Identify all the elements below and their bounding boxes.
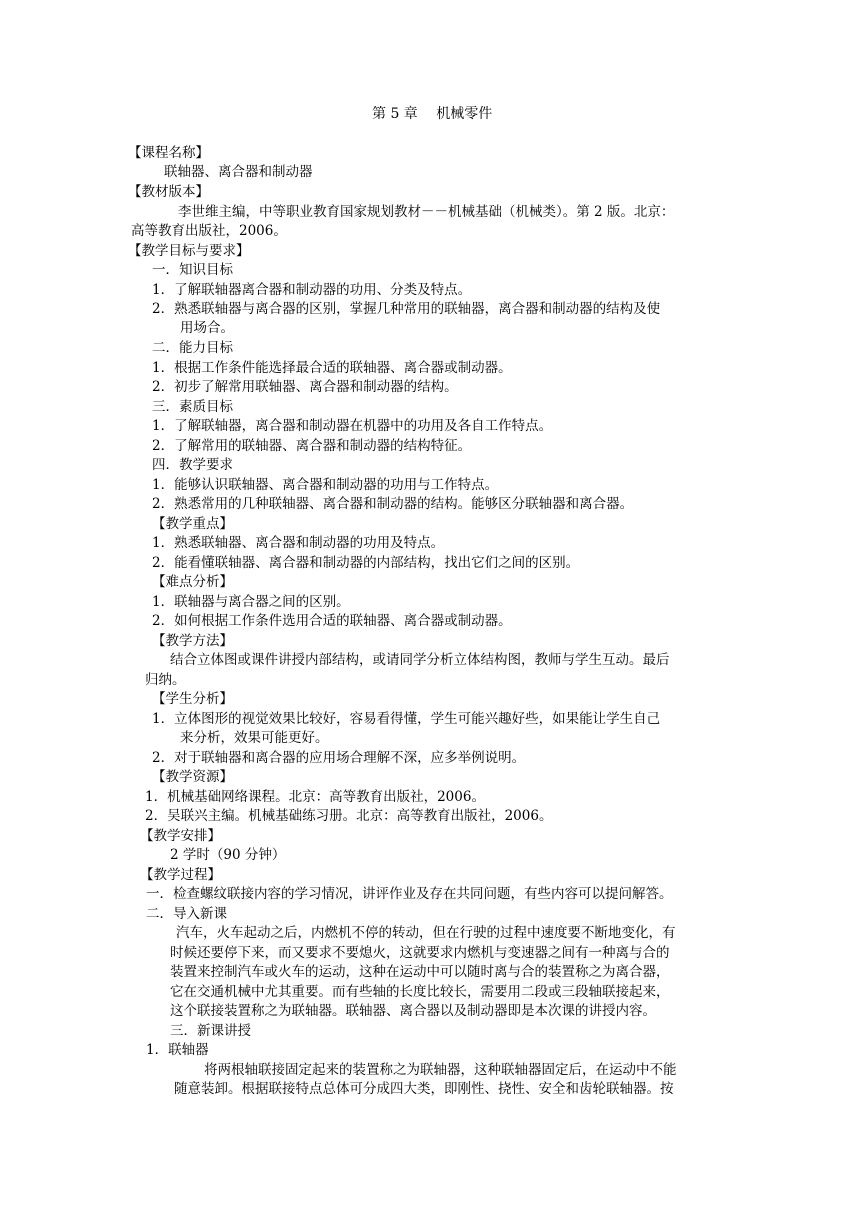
heading-student-analysis: 【学生分析】 — [152, 691, 233, 707]
goal-section-ability: 二．能力目标 — [152, 340, 233, 356]
goal-section-requirements: 四．教学要求 — [152, 457, 233, 473]
intro-line-2: 时候还要停下来，而又要求不要熄火，这就要求内燃机与变速器之间有一种离与合的 — [170, 945, 670, 961]
student-analysis-1-cont: 来分析，效果可能更好。 — [180, 730, 329, 746]
heading-difficulties: 【难点分析】 — [152, 574, 233, 590]
difficulty-2: 2．如何根据工作条件选用合适的联轴器、离合器或制动器。 — [152, 613, 512, 629]
heading-process: 【教学过程】 — [140, 867, 221, 883]
resource-2: 2．吴联兴主编。机械基础练习册。北京：高等教育出版社，2006。 — [145, 808, 553, 824]
heading-arrangement: 【教学安排】 — [140, 828, 221, 844]
heading-textbook: 【教材版本】 — [128, 184, 209, 200]
student-analysis-1: 1．立体图形的视觉效果比较好，容易看得懂，学生可能兴趣好些，如果能让学生自己 — [152, 711, 661, 727]
heading-resources: 【教学资源】 — [152, 769, 233, 785]
key-point-1: 1．熟悉联轴器、离合器和制动器的功用及特点。 — [152, 535, 445, 551]
section-couplings: 1．联轴器 — [146, 1042, 209, 1058]
goal-knowledge-2-cont: 用场合。 — [180, 320, 234, 336]
goal-quality-2: 2．了解常用的联轴器、离合器和制动器的结构特征。 — [152, 438, 472, 454]
goal-quality-1: 1．了解联轴器，离合器和制动器在机器中的功用及各自工作特点。 — [152, 418, 553, 434]
goal-knowledge-1: 1．了解联轴器离合器和制动器的功用、分类及特点。 — [152, 282, 472, 298]
student-analysis-2: 2．对于联轴器和离合器的应用场合理解不深，应多举例说明。 — [152, 750, 526, 766]
goal-knowledge-2: 2．熟悉联轴器与离合器的区别，掌握几种常用的联轴器，离合器和制动器的结构及使 — [152, 301, 661, 317]
textbook-line-1: 李世维主编，中等职业教育国家规划教材－－机械基础（机械类）。第 2 版。北京： — [178, 204, 675, 220]
process-step-1: 一．检查螺纹联接内容的学习情况，讲评作业及存在共同问题，有些内容可以提问解答。 — [146, 886, 673, 902]
couplings-line-2: 随意装卸。根据联接特点总体可分成四大类，即刚性、挠性、安全和齿轮联轴器。按 — [174, 1081, 674, 1097]
heading-course-name: 【课程名称】 — [128, 145, 209, 161]
textbook-line-2: 高等教育出版社，2006。 — [131, 223, 287, 239]
heading-key-points: 【教学重点】 — [152, 516, 233, 532]
intro-line-4: 它在交通机械中尤其重要。而有些轴的长度比较长，需要用二段或三段轴联接起来， — [170, 984, 670, 1000]
heading-goals: 【教学目标与要求】 — [128, 243, 250, 259]
goal-section-quality: 三．素质目标 — [152, 399, 233, 415]
arrangement-hours: 2 学时（90 分钟） — [170, 847, 286, 863]
intro-line-5: 这个联接装置称之为联轴器。联轴器、离合器以及制动器即是本次课的讲授内容。 — [170, 1003, 656, 1019]
goal-requirement-2: 2．熟悉常用的几种联轴器、离合器和制动器的结构。能够区分联轴器和离合器。 — [152, 496, 634, 512]
goal-ability-1: 1．根据工作条件能选择最合适的联轴器、离合器或制动器。 — [152, 360, 512, 376]
key-point-2: 2．能看懂联轴器、离合器和制动器的内部结构，找出它们之间的区别。 — [152, 555, 580, 571]
intro-line-1: 汽车，火车起动之后，内燃机不停的转动，但在行驶的过程中速度要不断地变化，有 — [176, 925, 676, 941]
course-name: 联轴器、离合器和制动器 — [164, 164, 313, 180]
process-step-3-title: 三．新课讲授 — [170, 1023, 251, 1039]
goal-requirement-1: 1．能够认识联轴器、离合器和制动器的功用与工作特点。 — [152, 477, 499, 493]
goal-ability-2: 2．初步了解常用联轴器、离合器和制动器的结构。 — [152, 379, 458, 395]
chapter-title: 第 5 章 机械零件 — [372, 106, 493, 122]
resource-1: 1．机械基础网络课程。北京：高等教育出版社，2006。 — [145, 789, 485, 805]
method-line-2: 归纳。 — [145, 672, 186, 688]
heading-methods: 【教学方法】 — [152, 633, 233, 649]
method-line-1: 结合立体图或课件讲授内部结构，或请同学分析立体结构图，教师与学生互动。最后 — [170, 652, 670, 668]
couplings-line-1: 将两根轴联接固定起来的装置称之为联轴器，这种联轴器固定后，在运动中不能 — [204, 1062, 677, 1078]
process-step-2-title: 二．导入新课 — [146, 906, 227, 922]
difficulty-1: 1．联轴器与离合器之间的区别。 — [152, 594, 350, 610]
intro-line-3: 装置来控制汽车或火车的运动，这种在运动中可以随时离与合的装置称之为离合器， — [170, 964, 670, 980]
goal-section-knowledge: 一．知识目标 — [152, 262, 233, 278]
